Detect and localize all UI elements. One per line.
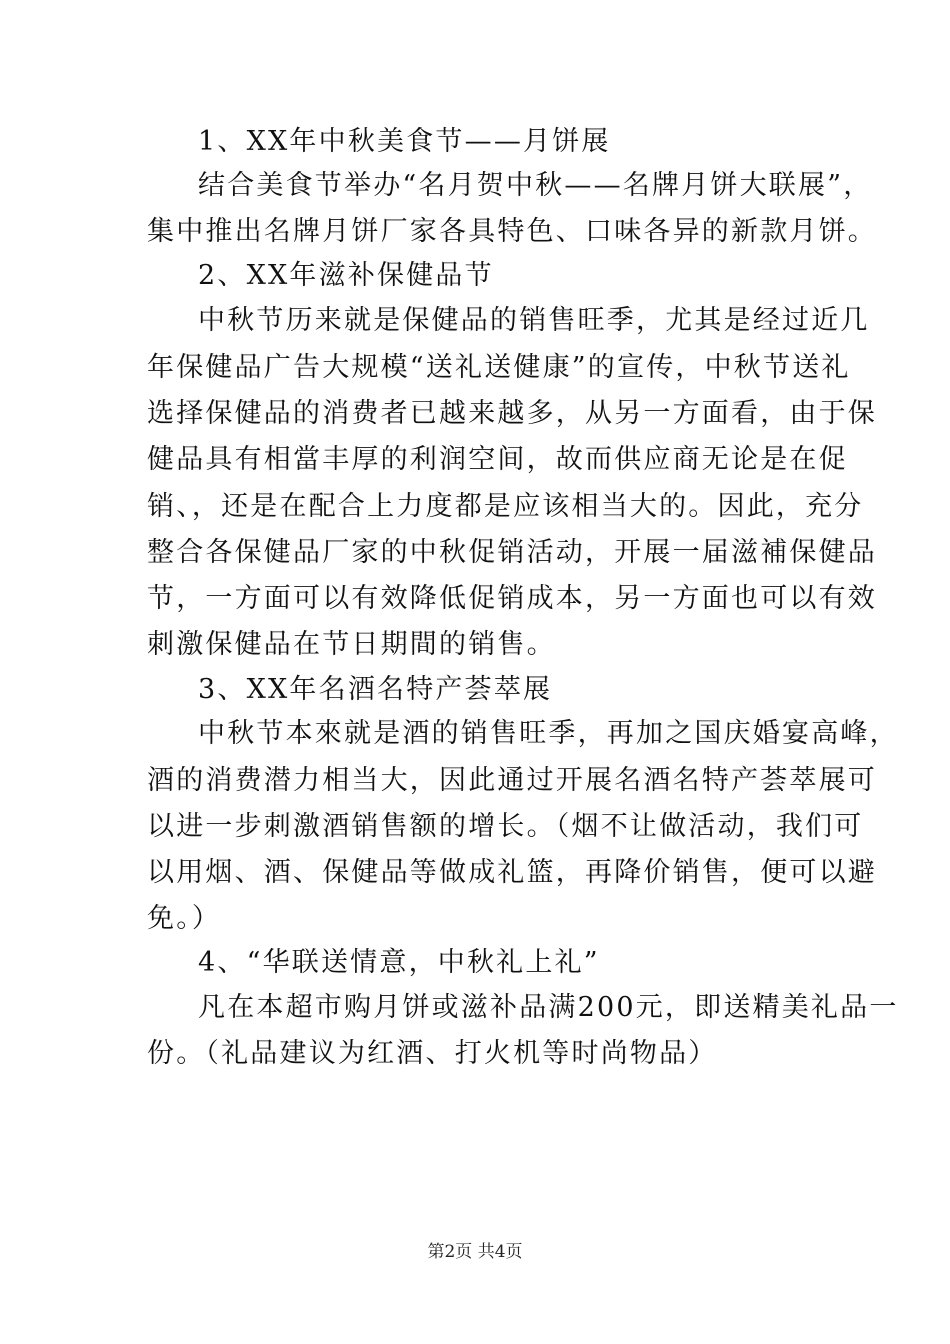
paragraph-line: 集中推出名牌月饼厂家各具特色、口味各异的新款月饼。 — [147, 216, 877, 247]
paragraph-line: 整合各保健品厂家的中秋促销活动，开展一届滋補保健品 — [147, 537, 877, 568]
paragraph-line: 节，一方面可以有效降低促销成本，另一方面也可以有效 — [147, 583, 877, 614]
paragraph-line: 结合美食节举办“名月贺中秋——名牌月饼大联展”， — [198, 170, 873, 201]
paragraph-line: 份。（礼品建议为红酒、打火机等时尚物品） — [147, 1038, 718, 1069]
heading-liquor-specialty-show: 3、XX年名酒名特产荟萃展 — [198, 674, 553, 705]
paragraph-line: 中秋节历来就是保健品的销售旺季，尤其是经过近几 — [198, 305, 870, 336]
paragraph-line: 凡在本超市购月饼或滋补品满200元，即送精美礼品一 — [198, 992, 899, 1023]
heading-hualian-gift: 4、“华联送情意，中秋礼上礼” — [198, 947, 600, 978]
paragraph-line: 以用烟、酒、保健品等做成礼篮，再降价销售，便可以避 — [147, 857, 877, 888]
paragraph-line: 中秋节本來就是酒的销售旺季，再加之国庆婚宴高峰， — [198, 718, 899, 749]
paragraph-line: 以进一步刺激酒销售额的增长。（烟不让做活动，我们可 — [147, 811, 864, 842]
paragraph-line: 健品具有相當丰厚的利润空间，故而供应商无论是在促 — [147, 444, 848, 475]
heading-mooncake-show: 1、XX年中秋美食节——月饼展 — [198, 126, 611, 157]
heading-health-products-festival: 2、XX年滋补保健品节 — [198, 260, 494, 291]
paragraph-line: 酒的消费潜力相当大，因此通过开展名酒名特产荟萃展可 — [147, 765, 877, 796]
paragraph-line: 销、，还是在配合上力度都是应该相当大的。因此，充分 — [147, 491, 864, 522]
paragraph-line: 选择保健品的消费者已越来越多，从另一方面看，由于保 — [147, 398, 877, 429]
page-number-footer: 第2页 共4页 — [427, 1242, 523, 1262]
paragraph-line: 刺激保健品在节日期間的销售。 — [147, 629, 556, 660]
paragraph-line: 免。） — [147, 903, 222, 934]
paragraph-line: 年保健品广告大规模“送礼送健康”的宣传，中秋节送礼 — [147, 352, 851, 383]
